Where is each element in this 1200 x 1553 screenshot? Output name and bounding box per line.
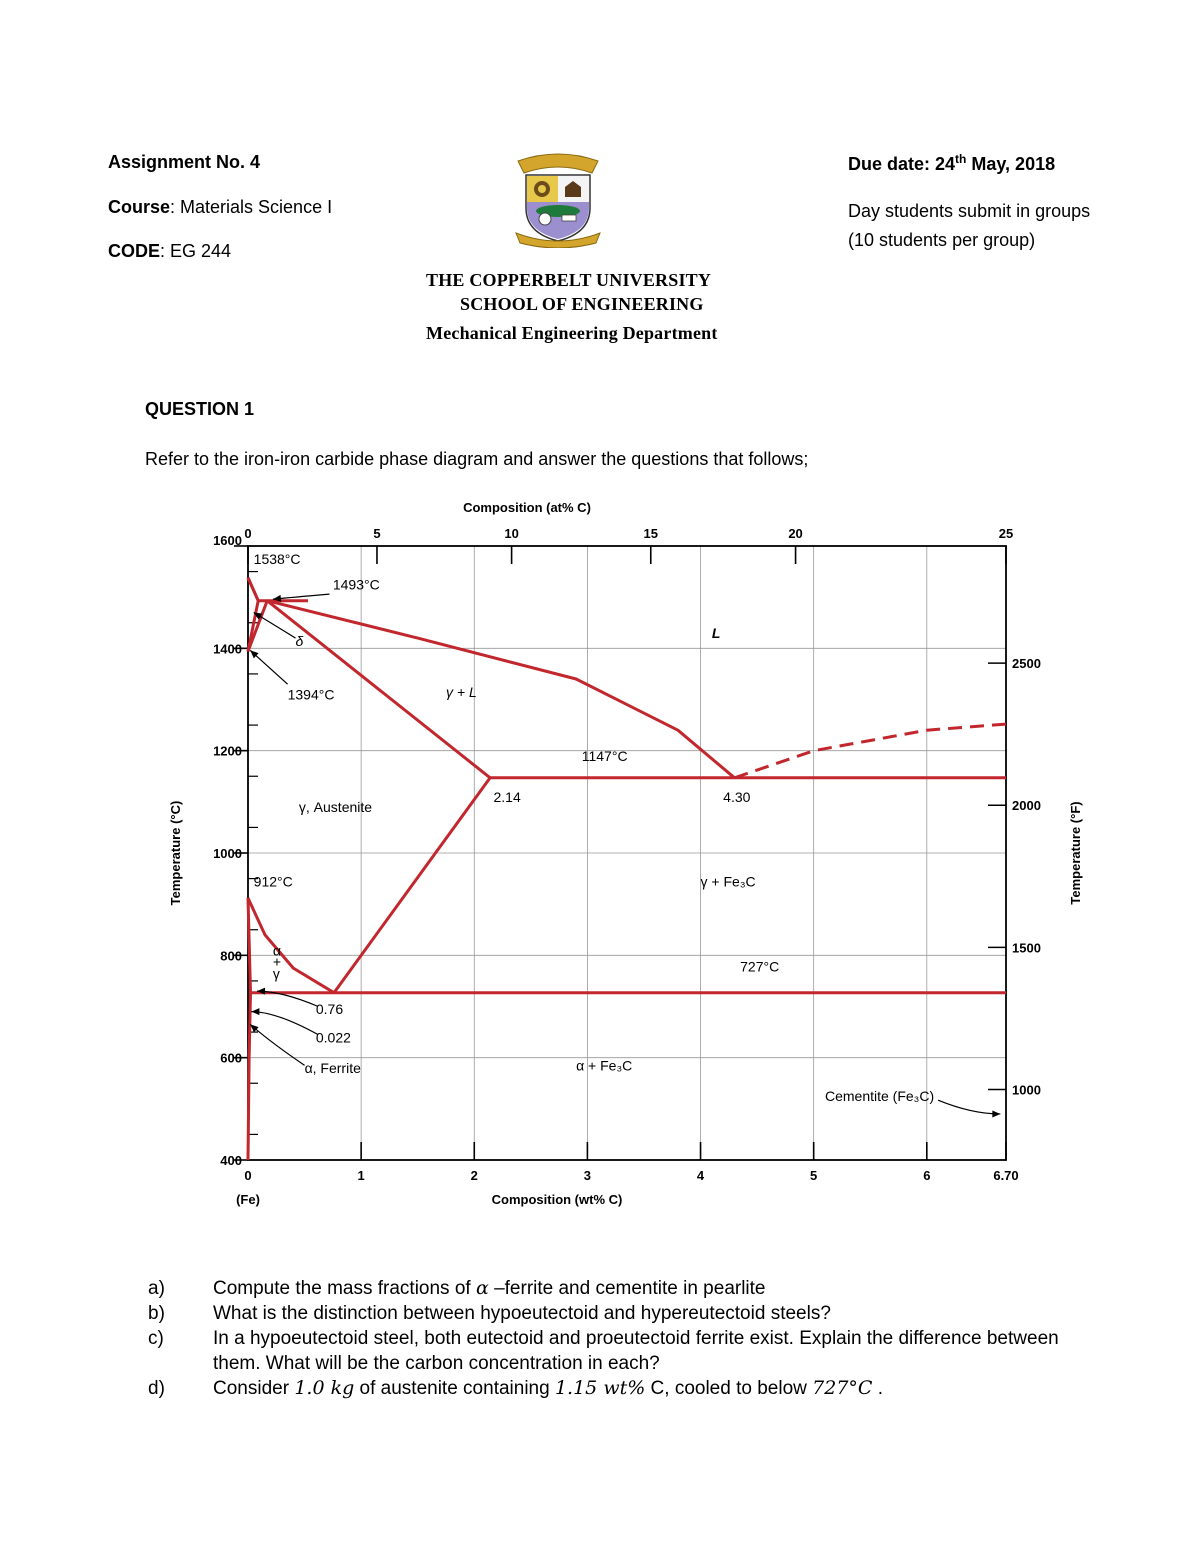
leader-arrow [273,594,330,599]
submission-note-1: Day students submit in groups [848,201,1091,221]
annotation-label: α + Fe₃C [576,1057,633,1074]
leader-arrow [251,1012,318,1035]
right-tick-label: 2000 [1012,798,1041,814]
x-axis-sub-label: (Fe) [236,1192,260,1207]
subquestion-b: b) What is the distinction between hypoeutectoid and hypereutectoid steels? [148,1303,831,1324]
annotation-label: 1538°C [253,550,301,567]
annotation-label: 1394°C [287,686,335,703]
annotation-label: α, Ferrite [304,1060,361,1077]
subquestion-c: c) In a hypoeutectoid steel, both eutectoid and proeutectoid ferrite exist. Explain the difference between them. What will be the carbon concentration in each? [148,1328,1059,1374]
annotation-label: γ, Austenite [298,799,373,816]
y-tick-label: 1200 [213,743,242,759]
phase-line [267,601,734,778]
top-tick-label: 10 [504,526,519,541]
school-name: SCHOOL OF ENGINEERING [460,294,704,314]
due-date: Due date: 24th May, 2018 [848,152,1056,174]
annotation-label: γ + Fe₃C [700,873,756,890]
y-axis-label: Temperature (°C) [168,800,183,906]
right-tick-label: 1000 [1012,1082,1041,1098]
y-tick-label: 600 [220,1050,242,1066]
y-tick-label: 400 [220,1153,242,1168]
leader-arrowhead [992,1110,1000,1117]
chart-labels [254,551,935,1104]
leader-arrowhead [251,1008,259,1015]
annotation-label: 0.022 [315,1029,351,1046]
code-line: CODE: EG 244 [108,241,232,261]
annotation-label: L [711,625,721,642]
annotation-label: 727°C [740,958,780,975]
top-tick-label: 5 [373,526,381,541]
top-tick-label: 20 [788,526,803,541]
y-axis-right-label: Temperature (°F) [1068,801,1083,905]
x-tick-label: 6 [923,1168,931,1183]
y-tick-label: 800 [220,948,242,964]
course-line: Course: Materials Science I [108,197,333,217]
annotation-label: 0.76 [315,1001,344,1018]
annotation-arrows [250,594,1000,1117]
top-tick-label: 25 [998,526,1014,541]
subquestion-d: d) Consider 1.0 kg of austenite containing 1.15 wt% C, cooled to below 727°C . [148,1377,884,1399]
university-crest-logo [512,153,604,248]
x-tick-label: 6.70 [993,1168,1019,1183]
x-axis-label: Composition (wt% C) [491,1192,623,1207]
x-tick-label: 4 [696,1168,705,1183]
annotation-label: δ [295,632,304,649]
subquestion-a: a) Compute the mass fractions of α –ferrite and cementite in pearlite [148,1277,766,1299]
annotation-label: 1147°C [581,747,628,764]
annotation-label: 2.14 [493,788,521,805]
right-tick-label: 2500 [1012,656,1041,672]
leader-arrow [250,1024,304,1065]
right-tick-label: 1500 [1012,940,1041,956]
y-tick-label: 1600 [213,533,242,548]
submission-note-2: (10 students per group) [848,230,1036,250]
annotation-label: + [272,953,282,970]
x-tick-label: 0 [244,1168,252,1183]
annotation-label: 912°C [253,873,293,890]
x-tick-label: 3 [583,1168,592,1183]
x-tick-label: 2 [470,1168,478,1183]
y-tick-label: 1000 [213,846,242,861]
top-tick-label: 0 [244,526,252,541]
phase-line [248,898,334,993]
assignment-number: Assignment No. 4 [108,152,261,172]
chart-ticks [213,526,1041,1183]
annotation-label: Cementite (Fe₃C) [824,1088,935,1105]
question-intro: Refer to the iron-iron carbide phase diagram and answer the questions that follows; [145,449,809,469]
annotation-label: 1493°C [332,576,380,593]
annotation-label: γ [272,965,280,982]
annotation-label: γ + L [445,683,477,700]
leader-arrow [938,1100,1000,1114]
x-tick-label: 5 [810,1168,818,1183]
top-tick-label: 15 [643,526,658,541]
annotation-label: α [272,942,281,959]
x-tick-label: 1 [357,1168,365,1183]
y-tick-label: 1400 [213,641,242,657]
x-axis-top-label: Composition (at% C) [463,500,591,515]
phase-diagram-chart [150,490,1100,1220]
department-name: Mechanical Engineering Department [426,323,718,343]
subquestion-list [148,1276,1098,1401]
university-name: THE COPPERBELT UNIVERSITY [426,270,712,290]
question-heading: QUESTION 1 [145,399,255,419]
annotation-label: 4.30 [723,788,751,805]
